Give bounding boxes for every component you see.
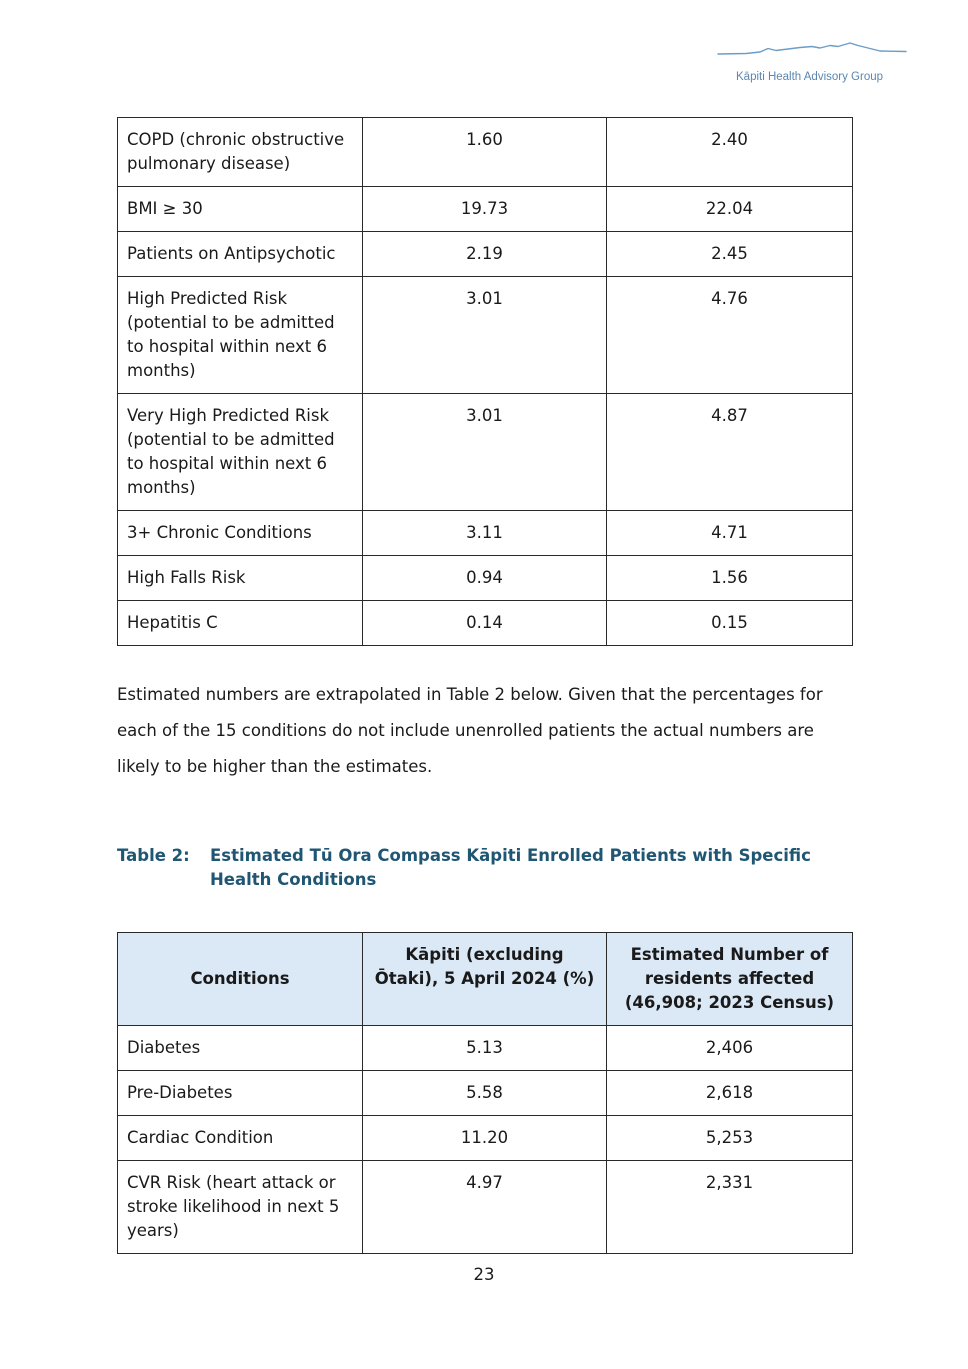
header-logo xyxy=(716,40,908,90)
estimated-cell: 2,618 xyxy=(607,1071,853,1116)
comparison-cell: 2.40 xyxy=(607,118,853,187)
condition-cell: CVR Risk (heart attack or stroke likelihood in next 5 years) xyxy=(118,1161,363,1254)
estimated-cell: 5,253 xyxy=(607,1116,853,1161)
percent-cell: 5.13 xyxy=(363,1026,607,1071)
table-row xyxy=(118,232,853,277)
condition-cell: Patients on Antipsychotic xyxy=(118,232,363,277)
percent-cell: 1.60 xyxy=(363,118,607,187)
table-row xyxy=(118,1161,853,1254)
header-conditions: Conditions xyxy=(118,933,363,1026)
table-row xyxy=(118,118,853,187)
comparison-cell: 4.71 xyxy=(607,511,853,556)
body-paragraph: Estimated numbers are extrapolated in Table 2 below. Given that the percentages for each of the 15 conditions do not include unenrolled patients the actual numbers are likely to be higher than the estimates. xyxy=(117,685,823,776)
percent-cell: 4.97 xyxy=(363,1161,607,1254)
percent-cell: 3.11 xyxy=(363,511,607,556)
condition-cell: Hepatitis C xyxy=(118,601,363,646)
condition-cell: Diabetes xyxy=(118,1026,363,1071)
header-estimated: Estimated Number of residents affected (46,908; 2023 Census) xyxy=(607,933,853,1026)
percent-cell: 3.01 xyxy=(363,277,607,394)
condition-cell: High Predicted Risk (potential to be admitted to hospital within next 6 months) xyxy=(118,277,363,394)
comparison-cell: 2.45 xyxy=(607,232,853,277)
table-row xyxy=(118,187,853,232)
table-row xyxy=(118,1026,853,1071)
estimated-patients-table xyxy=(117,932,853,1254)
percent-cell: 0.14 xyxy=(363,601,607,646)
percent-cell: 3.01 xyxy=(363,394,607,511)
estimated-cell: 2,331 xyxy=(607,1161,853,1254)
condition-cell: BMI ≥ 30 xyxy=(118,187,363,232)
comparison-cell: 1.56 xyxy=(607,556,853,601)
condition-cell: 3+ Chronic Conditions xyxy=(118,511,363,556)
percent-cell: 19.73 xyxy=(363,187,607,232)
percent-cell: 11.20 xyxy=(363,1116,607,1161)
mountain-line-icon xyxy=(716,40,908,60)
caption-label: Table 2: xyxy=(117,846,190,865)
percent-cell: 5.58 xyxy=(363,1071,607,1116)
comparison-cell: 4.76 xyxy=(607,277,853,394)
table-row xyxy=(118,394,853,511)
table-header-row xyxy=(118,933,853,1026)
table-row xyxy=(118,511,853,556)
org-name: Kāpiti Health Advisory Group xyxy=(736,71,884,83)
condition-cell: Pre-Diabetes xyxy=(118,1071,363,1116)
condition-cell: Very High Predicted Risk (potential to be admitted to hospital within next 6 months) xyxy=(118,394,363,511)
caption-title: Estimated Tū Ora Compass Kāpiti Enrolled Patients with Specific Health Conditions xyxy=(210,846,811,889)
comparison-cell: 0.15 xyxy=(607,601,853,646)
table-row xyxy=(118,601,853,646)
comparison-cell: 4.87 xyxy=(607,394,853,511)
table-row xyxy=(118,556,853,601)
condition-cell: High Falls Risk xyxy=(118,556,363,601)
percent-cell: 2.19 xyxy=(363,232,607,277)
table-row xyxy=(118,1116,853,1161)
conditions-table-continued xyxy=(117,117,853,646)
condition-cell: COPD (chronic obstructive pulmonary disease) xyxy=(118,118,363,187)
estimated-cell: 2,406 xyxy=(607,1026,853,1071)
condition-cell: Cardiac Condition xyxy=(118,1116,363,1161)
table-row xyxy=(118,1071,853,1116)
comparison-cell: 22.04 xyxy=(607,187,853,232)
table-row xyxy=(118,277,853,394)
percent-cell: 0.94 xyxy=(363,556,607,601)
page-number: 23 xyxy=(473,1265,495,1284)
header-percent: Kāpiti (excluding Ōtaki), 5 April 2024 (%) xyxy=(363,933,607,1026)
